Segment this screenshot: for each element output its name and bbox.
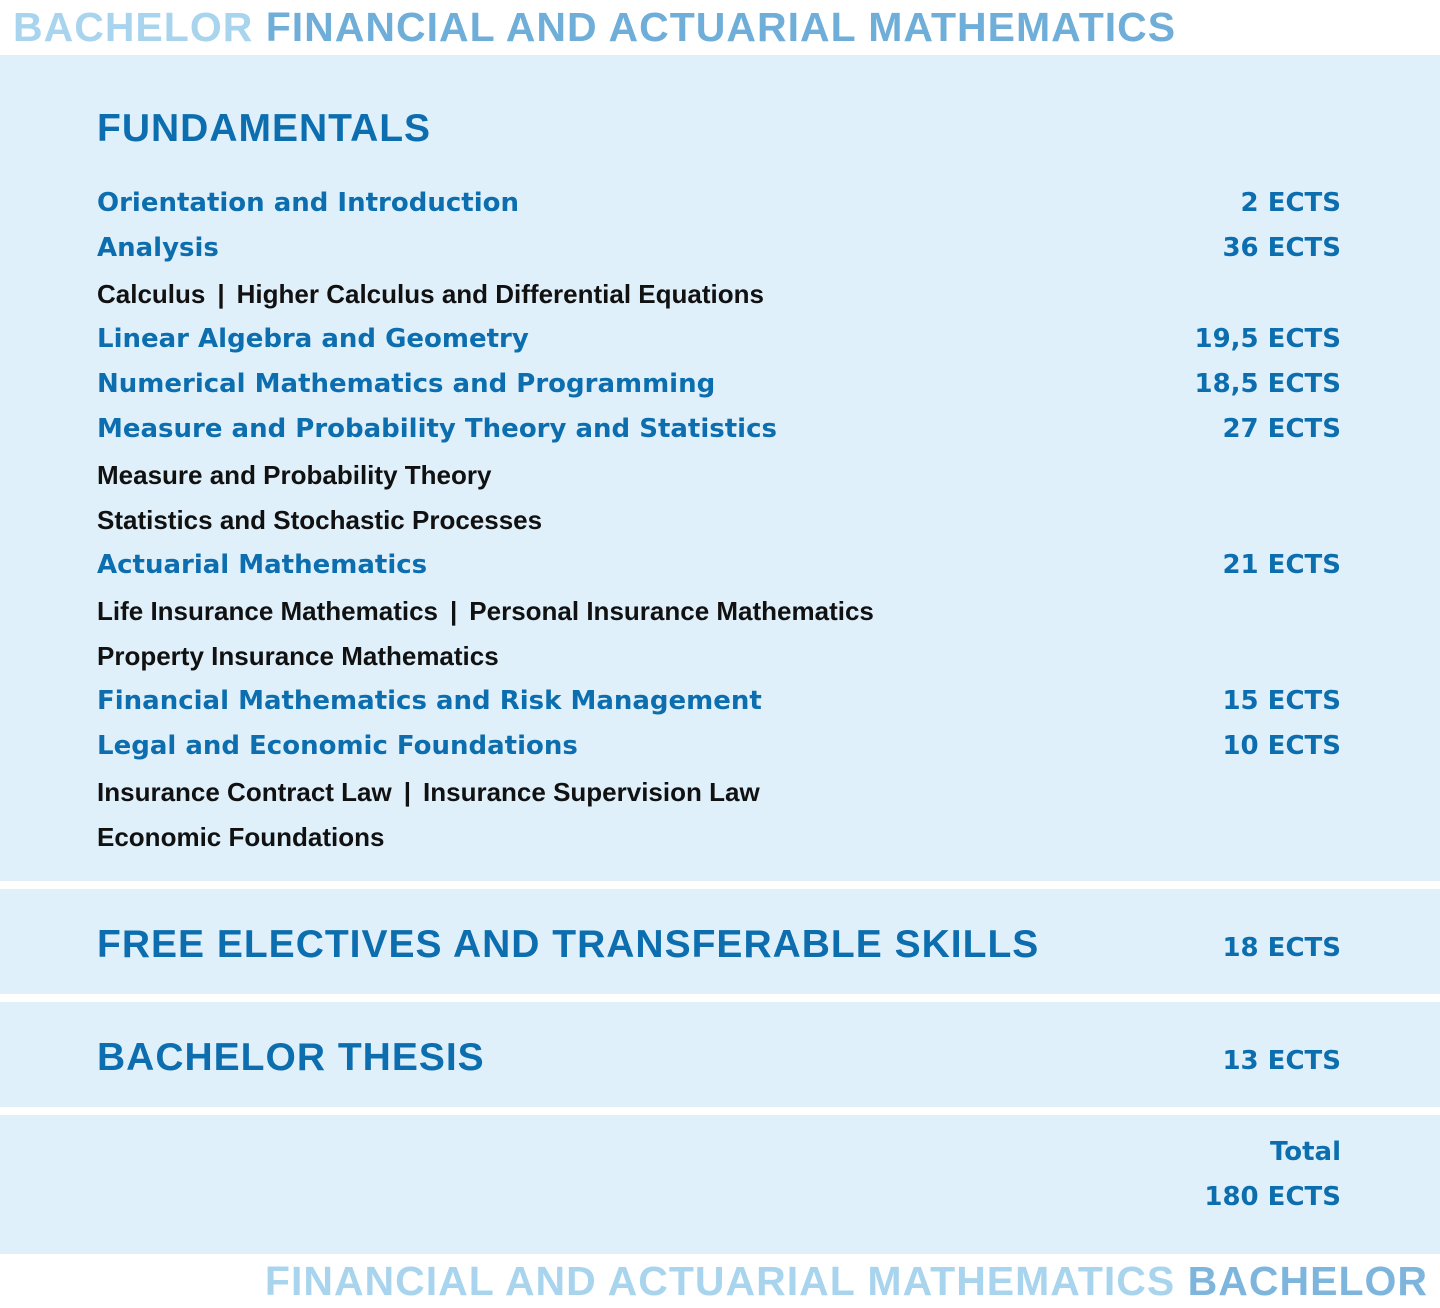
module-row xyxy=(97,726,1341,766)
module-row xyxy=(97,364,1341,404)
submodule-item: Measure and Probability Theory xyxy=(97,460,492,490)
electives-panel xyxy=(0,889,1440,994)
module-title: Measure and Probability Theory and Statistics xyxy=(97,414,777,444)
module-row xyxy=(97,319,1341,359)
submodule-line xyxy=(97,455,491,495)
module-row xyxy=(97,409,1341,449)
module-title: Analysis xyxy=(97,233,219,263)
module-row xyxy=(97,681,1341,721)
module-title: Financial Mathematics and Risk Management xyxy=(97,686,762,716)
module-ects: 19,5 ECTS xyxy=(1194,324,1341,354)
thesis-panel xyxy=(0,1002,1440,1107)
module-ects: 18,5 ECTS xyxy=(1194,369,1341,399)
submodule-item: Insurance Contract Law xyxy=(97,777,392,807)
thesis-ects: 13 ECTS xyxy=(1222,1046,1341,1076)
submodule-item: Statistics and Stochastic Processes xyxy=(97,505,543,535)
thesis-title: BACHELOR THESIS xyxy=(97,1036,485,1079)
module-title: Legal and Economic Foundations xyxy=(97,731,578,761)
footer-program-name: FINANCIAL AND ACTUARIAL MATHEMATICS xyxy=(264,1258,1176,1304)
page-header xyxy=(0,0,1440,54)
page-footer xyxy=(0,1254,1440,1308)
submodule-item: Personal Insurance Mathematics xyxy=(469,596,874,626)
separator: | xyxy=(450,596,458,626)
submodule-line xyxy=(97,772,760,812)
module-title: Linear Algebra and Geometry xyxy=(97,324,529,354)
header-program-name: FINANCIAL AND ACTUARIAL MATHEMATICS xyxy=(265,4,1177,50)
submodule-line xyxy=(97,500,542,540)
header-word-bachelor: BACHELOR xyxy=(13,4,254,50)
submodule-line xyxy=(97,636,499,676)
module-row xyxy=(97,228,1341,268)
module-row xyxy=(97,545,1341,585)
electives-ects: 18 ECTS xyxy=(1222,933,1341,963)
module-ects: 15 ECTS xyxy=(1222,686,1341,716)
module-ects: 21 ECTS xyxy=(1222,550,1341,580)
submodule-item: Calculus xyxy=(97,279,206,309)
module-title: Numerical Mathematics and Programming xyxy=(97,369,716,399)
submodule-line xyxy=(97,591,874,631)
submodule-item: Life Insurance Mathematics xyxy=(97,596,438,626)
submodule-line xyxy=(97,274,764,314)
module-ects: 2 ECTS xyxy=(1240,188,1341,218)
submodule-item: Economic Foundations xyxy=(97,822,385,852)
submodule-item: Property Insurance Mathematics xyxy=(97,641,499,671)
module-title: Orientation and Introduction xyxy=(97,188,519,218)
module-ects: 27 ECTS xyxy=(1222,414,1341,444)
fundamentals-title: FUNDAMENTALS xyxy=(97,107,432,150)
module-row xyxy=(97,183,1341,223)
submodule-item: Higher Calculus and Differential Equations xyxy=(236,279,764,309)
total-ects: 180 ECTS xyxy=(1204,1182,1341,1212)
module-ects: 36 ECTS xyxy=(1222,233,1341,263)
electives-title: FREE ELECTIVES AND TRANSFERABLE SKILLS xyxy=(97,923,1040,966)
fundamentals-panel xyxy=(0,55,1440,881)
total-label: Total xyxy=(1269,1137,1341,1167)
footer-word-bachelor: BACHELOR xyxy=(1187,1258,1428,1304)
module-ects: 10 ECTS xyxy=(1222,731,1341,761)
submodule-item: Insurance Supervision Law xyxy=(423,777,760,807)
separator: | xyxy=(217,279,225,309)
module-title: Actuarial Mathematics xyxy=(97,550,428,580)
total-panel xyxy=(0,1115,1440,1254)
submodule-line xyxy=(97,817,384,857)
separator: | xyxy=(403,777,412,807)
